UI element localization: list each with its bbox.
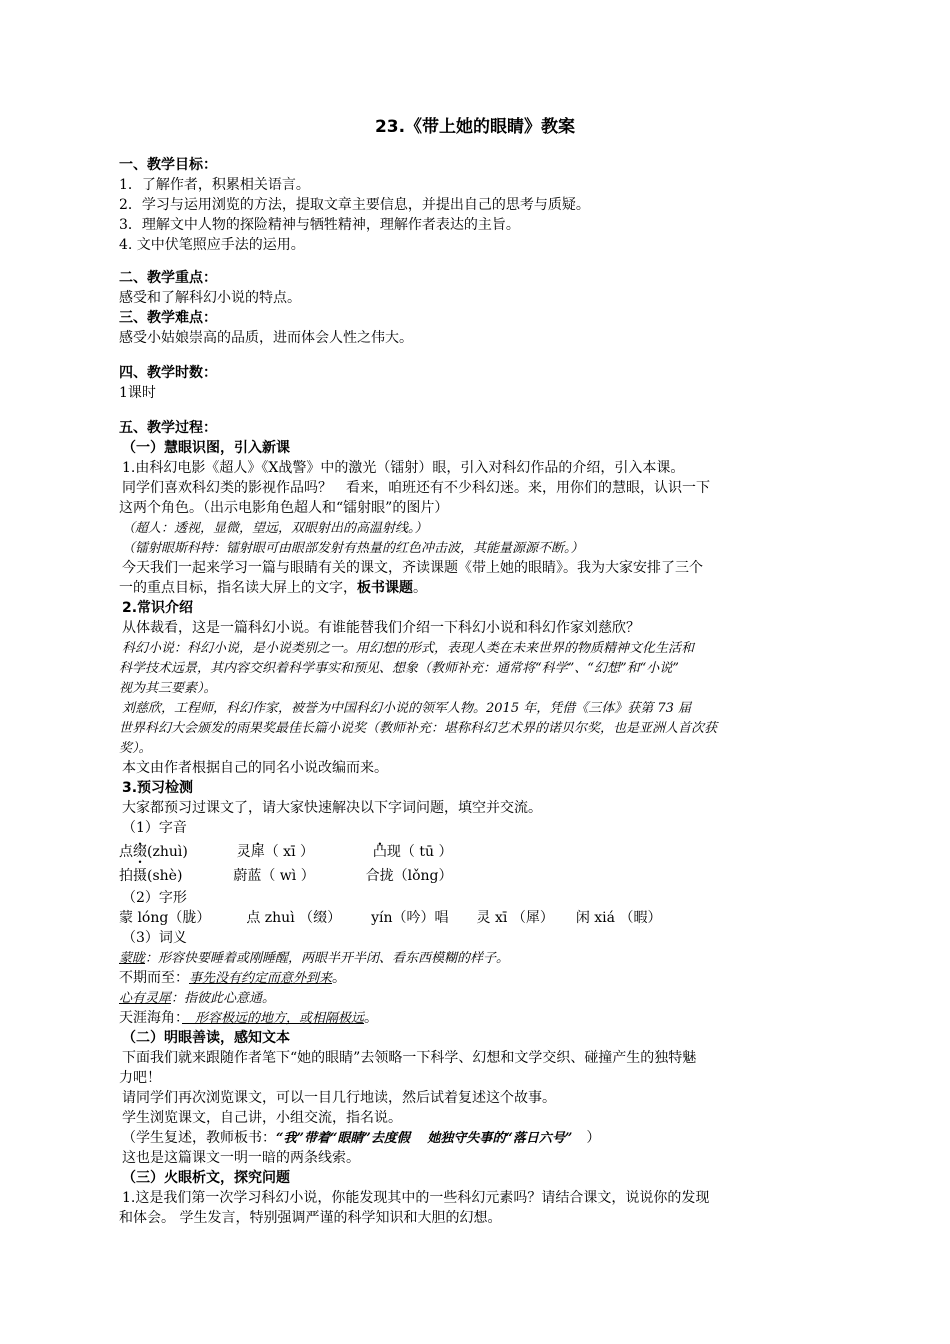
page-title: 23.《带上她的眼睛》教案 [374,117,576,137]
part-heading: （三）火眼析文，探究问题 [122,1170,290,1186]
definition-text: 形容极远的地方，或相隔极远 [182,1011,365,1026]
objective-item: 3．理解文中人物的探险精神与牺牲精神，理解作者表达的主旨。 [119,217,520,233]
term-text: 蒙眬 [119,951,146,966]
definition-text: ：形容快要睡着或刚睡醒，两眼半开半闭、看东西模糊的样子。 [145,951,510,966]
part-2-heading: 2.常识介绍 [122,600,194,616]
objective-item: 2．学习与运用浏览的方法，提取文章主要信息，并提出自己的思考与质疑。 [119,197,590,213]
section-2-text: 感受和了解科幻小说的特点。 [119,290,301,306]
section-3-text: 感受小姑娘崇高的品质，进而体会人性之伟大。 [119,330,413,346]
paragraph-line: 这也是这篇课文一明一暗的两条线索。 [122,1150,360,1166]
term-text: 心有灵犀 [119,991,172,1006]
paragraph-line: 1.由科幻电影《超人》《X战警》中的激光（镭射）眼，引入对科幻作品的介绍，引入本课。 [122,460,685,476]
form-item: 灵 xī （犀） [476,910,554,926]
pinyin-text: （ wì ） [261,868,315,884]
paragraph-line: 本文由作者根据自己的同名小说改编而来。 [122,760,388,776]
board-text: “我”带着“眼睛”去度假 她独守失事的“落日六号” [276,1131,573,1146]
pinyin-text: （ tū ） [400,844,453,860]
paragraph-line [119,579,864,598]
word-text: 现 [386,844,401,860]
paragraph-line: 下面我们就来跟随作者笔下“她的眼睛”去领略一下科学、幻想和文学交织、碰撞产生的独特魅 [122,1050,697,1066]
paragraph-line: 请同学们再次浏览课文，可以一目几行地读，然后试着复述这个故事。 [122,1090,556,1106]
form-item: yín（吟）唱 [371,910,449,926]
definition-text: ：指彼此心意通。 [171,991,276,1006]
paragraph-line: （超人：透视，显微，望远，双眼射出的高温射线。） [122,521,428,536]
paragraph-line: 同学们喜欢科幻类的影视作品吗？ 看来，咱班还有不少科幻迷。来，用你们的慧眼，认识一下 [122,480,710,496]
form-row [119,909,864,928]
word-text: 蔚蓝 [233,868,262,884]
paragraph-line: 和体会。 学生发言，特别强调严谨的科学知识和大胆的幻想。 [119,1210,502,1226]
section-2-heading: 二、教学重点： [119,270,217,286]
word-text: 拍 [119,868,133,884]
form-item: 闲 xiá （暇） [575,910,662,926]
paragraph-line: 科学技术远景，其内容交织着科学事实和预见、想象（教师补充：通常将“科学”、“幻想”和“小说” [119,661,679,676]
pronunciation-row [119,867,864,886]
term-text: 不期而至： [119,970,189,986]
line-text: 。 [413,580,427,596]
line-text: 一的重点目标，指名读大屏上的文字， [119,580,357,596]
paragraph-line: 刘慈欣，工程师，科幻作家，被誉为中国科幻小说的领军人物。2015 年，凭借《三体》获第 73 届 [122,701,692,716]
dotted-char: 缀 [133,844,147,860]
meaning-row [119,989,864,1008]
pinyin-text: (zhuì) [147,844,188,860]
paragraph-line: 今天我们一起来学习一篇与眼睛有关的课文，齐读课题《带上她的眼睛》。我为大家安排了三个 [122,560,703,576]
word-text: 点 [119,844,133,860]
subheading-form: （2）字形 [122,890,187,906]
objective-item: 4. 文中伏笔照应手法的运用。 [119,237,305,253]
paragraph-line: 力吧！ [119,1070,161,1086]
part-heading: （二）明眼善读，感知文本 [122,1030,290,1046]
part-1-heading: （一）慧眼识图，引入新课 [122,440,290,456]
paragraph-line: （镭射眼斯科特：镭射眼可由眼部发射有热量的红色冲击波，其能量源源不断。） [122,541,584,556]
board-title-text: 板书课题 [357,580,413,596]
part-3-heading: 3.预习检测 [122,780,194,796]
form-item: 蒙 lóng（胧） [119,910,211,926]
meaning-row [119,949,864,968]
dotted-char: 凸 [372,844,387,860]
subheading-pronunciation: （1）字音 [122,820,187,836]
pronunciation-row [119,843,864,862]
punct-text: 。 [332,970,347,986]
subheading-meaning: （3）词义 [122,930,187,946]
paragraph-line: 学生浏览课文，自己讲，小组交流，指名说。 [122,1110,402,1126]
word-text: 合拢（lǒng） [365,868,453,884]
form-item: 点 zhuì （缀） [246,910,342,926]
paragraph-line: 视为其三要素）。 [119,681,217,696]
pinyin-text: (shè) [147,868,183,884]
word-text: 灵 [236,844,251,860]
meaning-row [119,1009,864,1028]
meaning-row [119,969,864,988]
section-4-heading: 四、教学时数： [119,365,217,381]
paragraph-line [122,1129,867,1148]
objective-item: 1．了解作者，积累相关语言。 [119,177,310,193]
line-text: （学生复述，教师板书： [122,1130,276,1146]
paragraph-line: 科幻小说：科幻小说，是小说类别之一。用幻想的形式，表现人类在未来世界的物质精神文化生活和 [122,641,695,656]
word-text: 摄 [133,868,147,884]
paragraph-line: 这两个角色。（出示电影角色超人和“镭射眼”的图片） [119,500,449,516]
section-4-text: 1课时 [119,385,156,401]
punct-text: 。 [364,1010,379,1026]
paragraph-line: 大家都预习过课文了，请大家快速解决以下字词问题，填空并交流。 [122,800,542,816]
definition-text: 事先没有约定而意外到来 [189,971,333,986]
paragraph-line: 1.这是我们第一次学习科幻小说，你能发现其中的一些科幻元素吗？请结合课文，说说你的发现 [122,1190,710,1206]
paragraph-line: 世界科幻大会颁发的雨果奖最佳长篇小说奖（教师补充：堪称科幻艺术界的诺贝尔奖，也是亚洲人首次获 [119,721,718,736]
line-text: ） [572,1130,601,1146]
paragraph-line: 从体裁看，这是一篇科幻小说。有谁能替我们介绍一下科幻小说和科幻作家刘慈欣？ [122,620,640,636]
section-5-heading: 五、教学过程： [119,420,217,436]
section-3-heading: 三、教学难点： [119,310,217,326]
dotted-char: 犀 [250,844,265,860]
term-text: 天涯海角： [119,1010,182,1026]
section-1-heading: 一、教学目标： [119,157,217,173]
pinyin-text: （ xī ） [264,844,314,860]
paragraph-line: 奖）。 [119,741,152,756]
